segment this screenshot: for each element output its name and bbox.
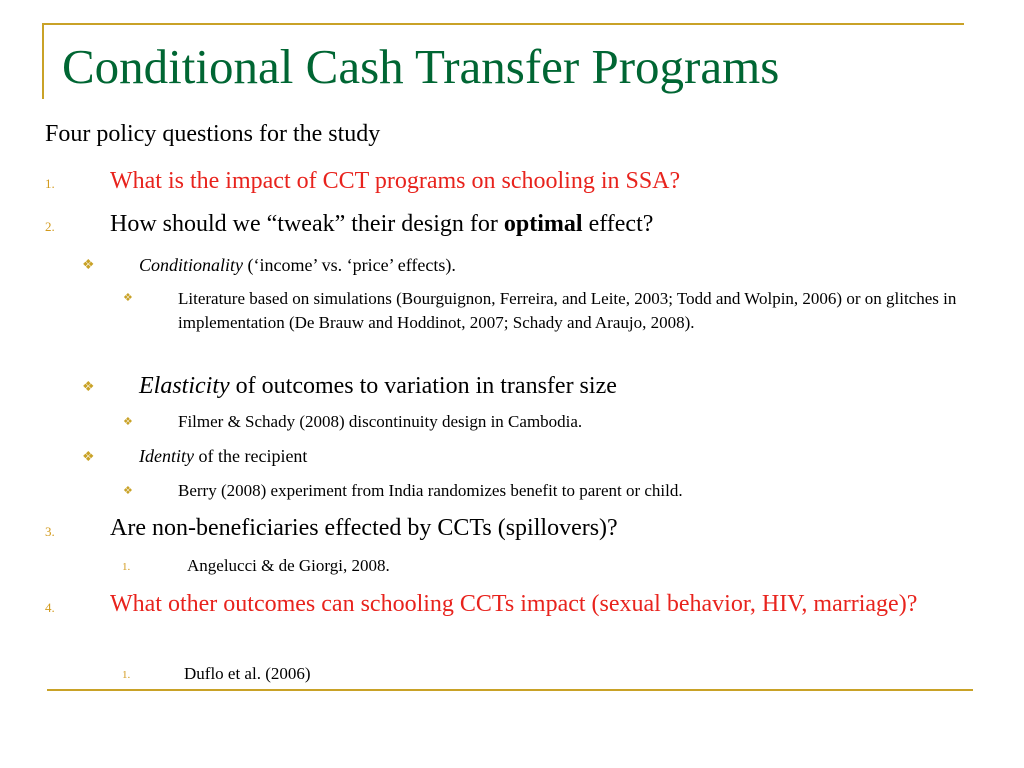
q2-text-after: effect? bbox=[582, 211, 654, 237]
bottom-rule bbox=[47, 689, 973, 691]
q2-sub1-detail: Literature based on simulations (Bourguignon, Ferreira, and Leite, 2003; Todd and Wolpin, 2006) or on glitches in implementation (De Brauw and Hoddinot, 2007; Schady and Araujo, 2008). bbox=[178, 289, 957, 332]
q2-sub3-detail: Berry (2008) experiment from India randomizes benefit to parent or child. bbox=[178, 481, 683, 500]
q3-sub-text: Angelucci & de Giorgi, 2008. bbox=[187, 556, 390, 575]
q2-text-before: How should we “tweak” their design for bbox=[110, 211, 504, 237]
q4-sub-number: 1. bbox=[122, 669, 131, 681]
diamond-bullet-icon: ❖ bbox=[123, 416, 133, 428]
diamond-bullet-icon: ❖ bbox=[82, 380, 95, 395]
title-top-rule bbox=[42, 23, 964, 25]
q1-number: 1. bbox=[45, 176, 55, 191]
diamond-bullet-icon: ❖ bbox=[82, 258, 95, 273]
q1-text: What is the impact of CCT programs on schooling in SSA? bbox=[110, 168, 681, 194]
q2-sub3 bbox=[139, 444, 307, 468]
diamond-bullet-icon: ❖ bbox=[123, 485, 133, 497]
q3-sub-number: 1. bbox=[122, 561, 131, 573]
q2-sub2 bbox=[139, 372, 617, 400]
q2-sub1-text: (‘income’ vs. ‘price’ effects). bbox=[243, 255, 456, 275]
q4-text: What other outcomes can schooling CCTs impact (sexual behavior, HIV, marriage)? bbox=[110, 591, 918, 617]
q2-sub2-italic: Elasticity bbox=[139, 373, 230, 399]
intro-text: Four policy questions for the study bbox=[45, 121, 381, 147]
diamond-bullet-icon: ❖ bbox=[123, 292, 133, 304]
q4-number: 4. bbox=[45, 600, 55, 615]
slide-title: Conditional Cash Transfer Programs bbox=[62, 39, 780, 94]
q4-sub-text: Duflo et al. (2006) bbox=[184, 664, 311, 683]
q2-sub1-italic: Conditionality bbox=[139, 255, 244, 275]
diamond-bullet-icon: ❖ bbox=[82, 450, 95, 465]
q2-sub3-text: of the recipient bbox=[193, 446, 308, 466]
title-left-rule bbox=[42, 23, 44, 99]
q2-number: 2. bbox=[45, 219, 55, 234]
q2-sub3-italic: Identity bbox=[139, 446, 194, 466]
q3-text: Are non-beneficiaries effected by CCTs (spillovers)? bbox=[110, 515, 618, 541]
q3-number: 3. bbox=[45, 524, 55, 539]
q2-sub2-detail: Filmer & Schady (2008) discontinuity design in Cambodia. bbox=[178, 412, 583, 431]
q2-text-bold: optimal bbox=[503, 211, 583, 237]
q2-sub2-text: of outcomes to variation in transfer size bbox=[229, 373, 617, 399]
q2-text bbox=[110, 210, 653, 238]
q2-sub1 bbox=[139, 253, 456, 277]
